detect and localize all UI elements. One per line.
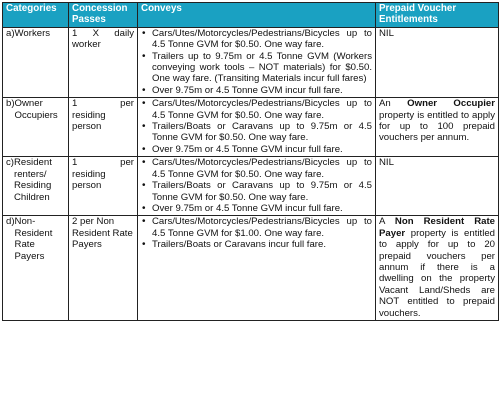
prepaid-text-bold: Owner Occupier [407,98,496,110]
category-name: Workers [14,27,51,39]
prepaid-text: NIL [379,27,394,39]
concession-table [2,2,499,321]
list-item: • Cars/Utes/Motorcycles/Pedestrians/Bicycles up to 4.5 Tonne GVM for $0.50. One way fare. [141,98,372,121]
header-conveys: Conveys [138,3,376,28]
category-letter: c) [6,157,14,169]
pass-text: 1 X daily [72,27,134,39]
pass-text-rest: worker [72,39,101,51]
pass-per: per [120,157,134,169]
header-prepaid-voucher-entitlements: Prepaid Voucher Entitlements [376,3,499,28]
prepaid-text: NIL [379,157,394,169]
header-row [3,3,499,28]
table-row [3,98,499,157]
category-cell [3,157,69,216]
list-item: • Cars/Utes/Motorcycles/Pedestrians/Bicycles up to 4.5 Tonne GVM for $0.50. One way fare. [141,157,372,180]
category-cell [3,216,69,321]
conveys-cell [138,98,376,157]
conveys-cell [138,157,376,216]
prepaid-cell [376,98,499,157]
pass-text-rest: residing person [72,109,106,133]
category-cell [3,27,69,97]
prepaid-cell [376,216,499,321]
category-letter: b) [6,98,15,110]
prepaid-cell [376,157,499,216]
table-row [3,157,499,216]
concession-pass-cell [69,157,138,216]
prepaid-cell [376,27,499,97]
list-item: • Trailers/Boats or Caravans up to 9.75m or 4.5 Tonne GVM for $0.50. One way fare. [141,180,372,203]
concession-pass-cell [69,27,138,97]
prepaid-text-post: property is entitled to apply for up to 20 prepaid vouchers per annum if there is a dwelling on the property Vacant Land/Sheds are NOT entitled to prepaid vouchers. [379,227,495,319]
category-name: Resident renters/ Residing Children [14,157,52,203]
category-name: Non-Resident Rate Payers [14,216,53,262]
list-item: • Trailers up to 9.75m or 4.5 Tonne GVM (Workers conveying work tools – NOT materials) for $0.50. One way fare. (Transiting Materials incur full fares) [141,51,372,85]
table-row [3,27,499,97]
prepaid-text-post: property is entitled to apply for up to 100 prepaid vouchers per annum. [379,109,495,144]
category-name: Owner Occupiers [14,98,58,121]
prepaid-text-pre: A [379,216,395,228]
conveys-cell [138,216,376,321]
pass-text: 2 per Non Resident Rate Payers [72,216,133,251]
list-item: • Trailers/Boats or Caravans incur full fare. [141,239,372,250]
prepaid-text-bold: Non Resident Rate Payer [379,216,495,239]
list-item: • Cars/Utes/Motorcycles/Pedestrians/Bicycles up to 4.5 Tonne GVM for $0.50. One way fare. [141,28,372,51]
list-item: • Over 9.75m or 4.5 Tonne GVM incur full fare. [141,203,372,214]
concession-pass-cell [69,216,138,321]
pass-count: 1 [72,98,78,110]
table-row [3,216,499,321]
header-categories: Categories [3,3,69,28]
list-item: • Over 9.75m or 4.5 Tonne GVM incur full fare. [141,144,372,155]
list-item: • Cars/Utes/Motorcycles/Pedestrians/Bicycles up to 4.5 Tonne GVM for $1.00. One way fare. [141,216,372,239]
pass-count: 1 [72,157,78,169]
pass-text-rest: residing person [72,168,106,192]
list-item: • Over 9.75m or 4.5 Tonne GVM incur full fare. [141,85,372,96]
conveys-cell [138,27,376,97]
header-concession-passes: Concession Passes [69,3,138,28]
pass-per: per [120,98,134,110]
concession-pass-cell [69,98,138,157]
category-letter: a) [6,27,15,39]
prepaid-text-pre: An [379,98,408,110]
category-letter: d) [6,216,15,228]
category-cell [3,98,69,157]
list-item: • Trailers/Boats or Caravans up to 9.75m or 4.5 Tonne GVM for $0.50. One way fare. [141,121,372,144]
